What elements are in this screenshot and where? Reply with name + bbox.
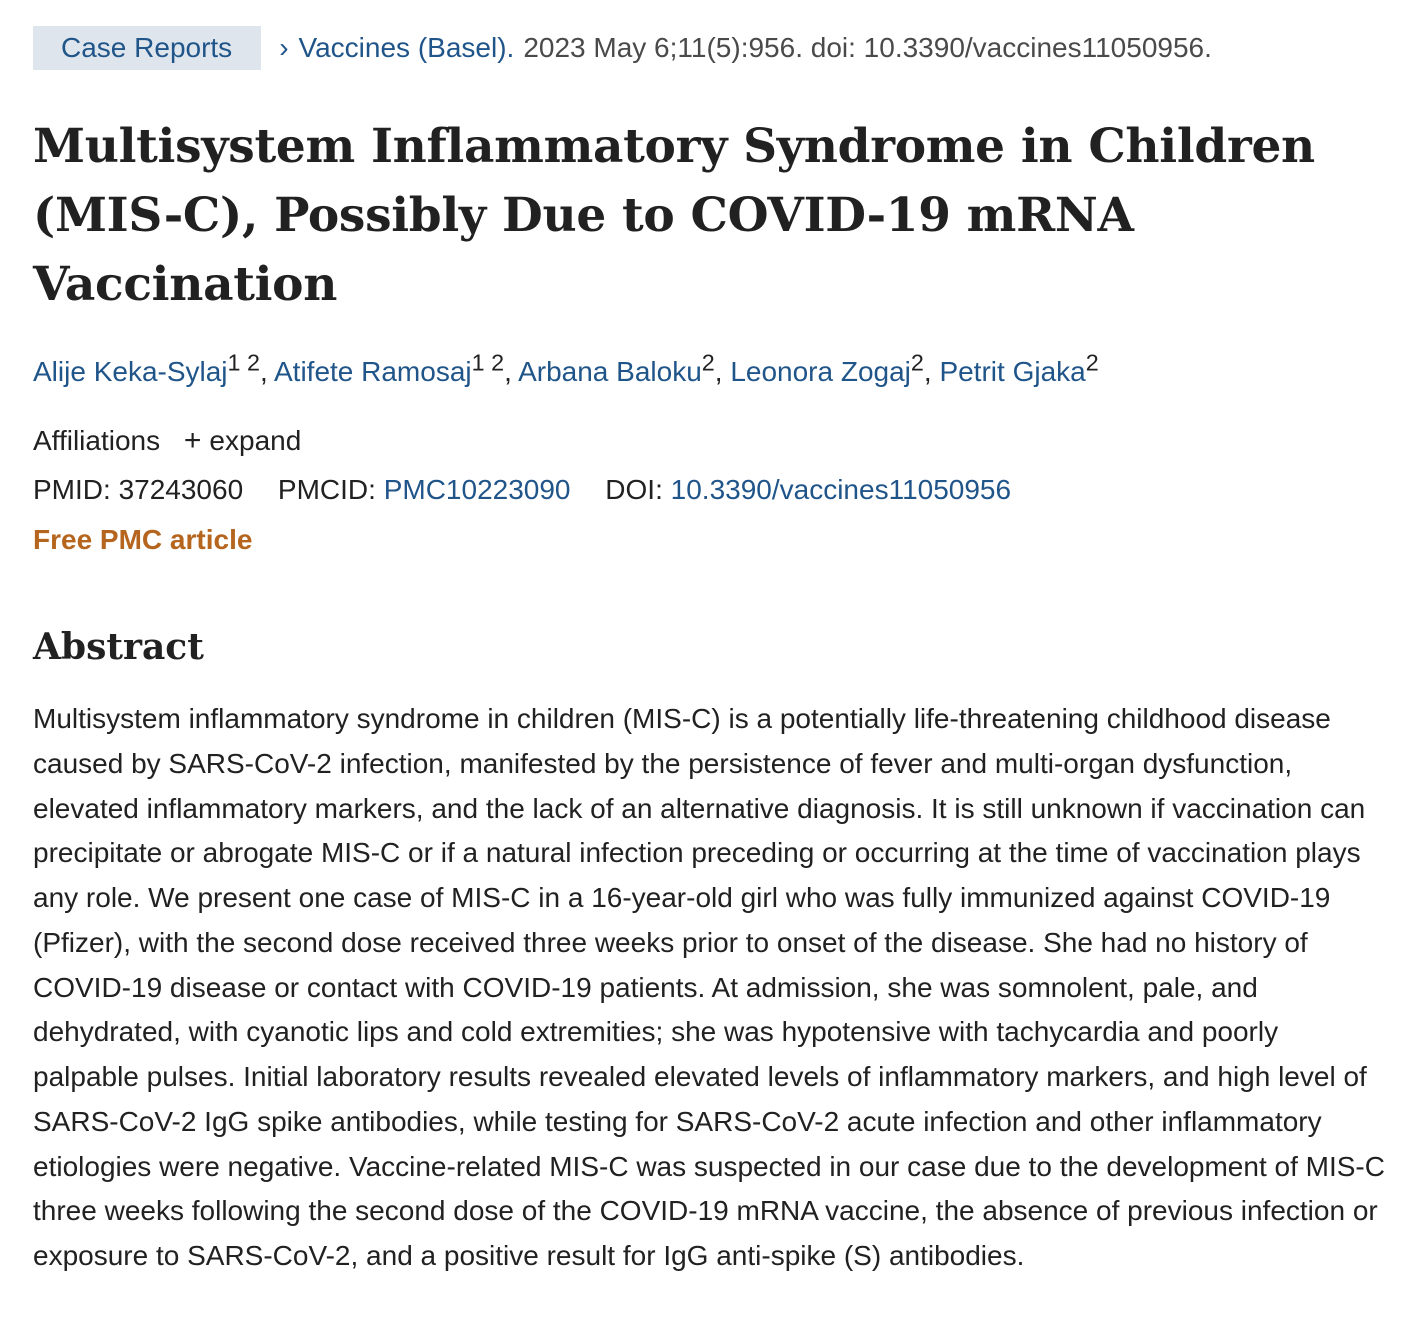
identifiers-row xyxy=(33,474,1011,506)
citation-text: 2023 May 6;11(5):956. doi: 10.3390/vaccines11050956. xyxy=(523,32,1212,63)
pmid-label: PMID: xyxy=(33,474,111,505)
author-separator: , xyxy=(259,356,274,388)
abstract-text: Multisystem inflammatory syndrome in children (MIS-C) is a potentially life-threatening childhood disease caused by SARS-CoV-2 infection, manifested by the persistence of fever and multi-organ dysfunction, elevated inflammatory markers, and the lack of an alternative diagnosis. It is still unknown if vaccination can precipitate or abrogate MIS-C or if a natural infection preceding or occurring at the time of vaccination plays any role. We present one case of MIS-C in a 16-year-old girl who was fully immunized against COVID-19 (Pfizer), with the second dose received three weeks prior to onset of the disease. She had no history of COVID-19 disease or contact with COVID-19 patients. At admission, she was somnolent, pale, and dehydrated, with cyanotic lips and cold extremities; she was hypotensive with tachycardia and poorly palpable pulses. Initial laboratory results revealed elevated levels of inflammatory markers, and high level of SARS-CoV-2 IgG spike antibodies, while testing for SARS-CoV-2 acute infection and other inflammatory etiologies were negative. Vaccine-related MIS-C was suspected in our case due to the development of MIS-C three weeks following the second dose of the COVID-19 mRNA vaccine, the absence of previous infection or exposure to SARS-CoV-2, and a positive result for IgG anti-spike (S) antibodies. xyxy=(33,703,1385,1271)
author-link[interactable]: Leonora Zogaj xyxy=(730,356,911,388)
affiliation-superscript[interactable]: 2 xyxy=(910,350,924,376)
affiliation-superscript[interactable]: 2 xyxy=(1085,350,1099,376)
author-separator: , xyxy=(714,356,731,388)
affiliations-label: Affiliations xyxy=(33,425,161,456)
article-title: Multisystem Inflammatory Syndrome in Children (MIS-C), Possibly Due to COVID-19 mRNA Vaccination xyxy=(33,119,1315,312)
affiliation-superscript[interactable]: 1 2 xyxy=(471,350,505,376)
author-entry xyxy=(939,350,1099,388)
journal-link[interactable]: Vaccines (Basel). xyxy=(298,32,515,63)
author-entry xyxy=(273,350,519,388)
pmcid-link[interactable]: PMC10223090 xyxy=(383,474,571,505)
author-list xyxy=(33,350,1099,388)
author-link[interactable]: Petrit Gjaka xyxy=(939,356,1086,388)
doi-label: DOI: xyxy=(605,474,663,505)
author-separator: , xyxy=(923,356,940,388)
chevron-right-icon: › xyxy=(279,32,289,63)
author-link[interactable]: Arbana Baloku xyxy=(518,356,702,388)
pmid-value: 37243060 xyxy=(118,474,244,505)
affiliation-superscript[interactable]: 2 xyxy=(701,350,715,376)
author-entry xyxy=(33,350,274,388)
author-link[interactable]: Alije Keka-Sylaj xyxy=(33,356,228,388)
expand-label: expand xyxy=(209,425,302,456)
doi-link[interactable]: 10.3390/vaccines11050956 xyxy=(670,474,1012,505)
free-pmc-article-badge[interactable]: Free PMC article xyxy=(33,524,253,555)
affiliations-expand-button[interactable] xyxy=(184,425,301,456)
pmcid-label: PMCID: xyxy=(277,474,376,505)
publication-type-badge[interactable]: Case Reports xyxy=(33,26,261,70)
affiliations-row xyxy=(33,424,301,458)
plus-icon: + xyxy=(183,424,202,457)
article-header xyxy=(33,26,1212,70)
author-separator: , xyxy=(504,356,519,388)
affiliation-superscript[interactable]: 1 2 xyxy=(227,350,260,376)
abstract-heading: Abstract xyxy=(33,626,204,668)
author-entry xyxy=(518,350,731,388)
author-link[interactable]: Atifete Ramosaj xyxy=(273,356,472,388)
author-entry xyxy=(730,350,940,388)
